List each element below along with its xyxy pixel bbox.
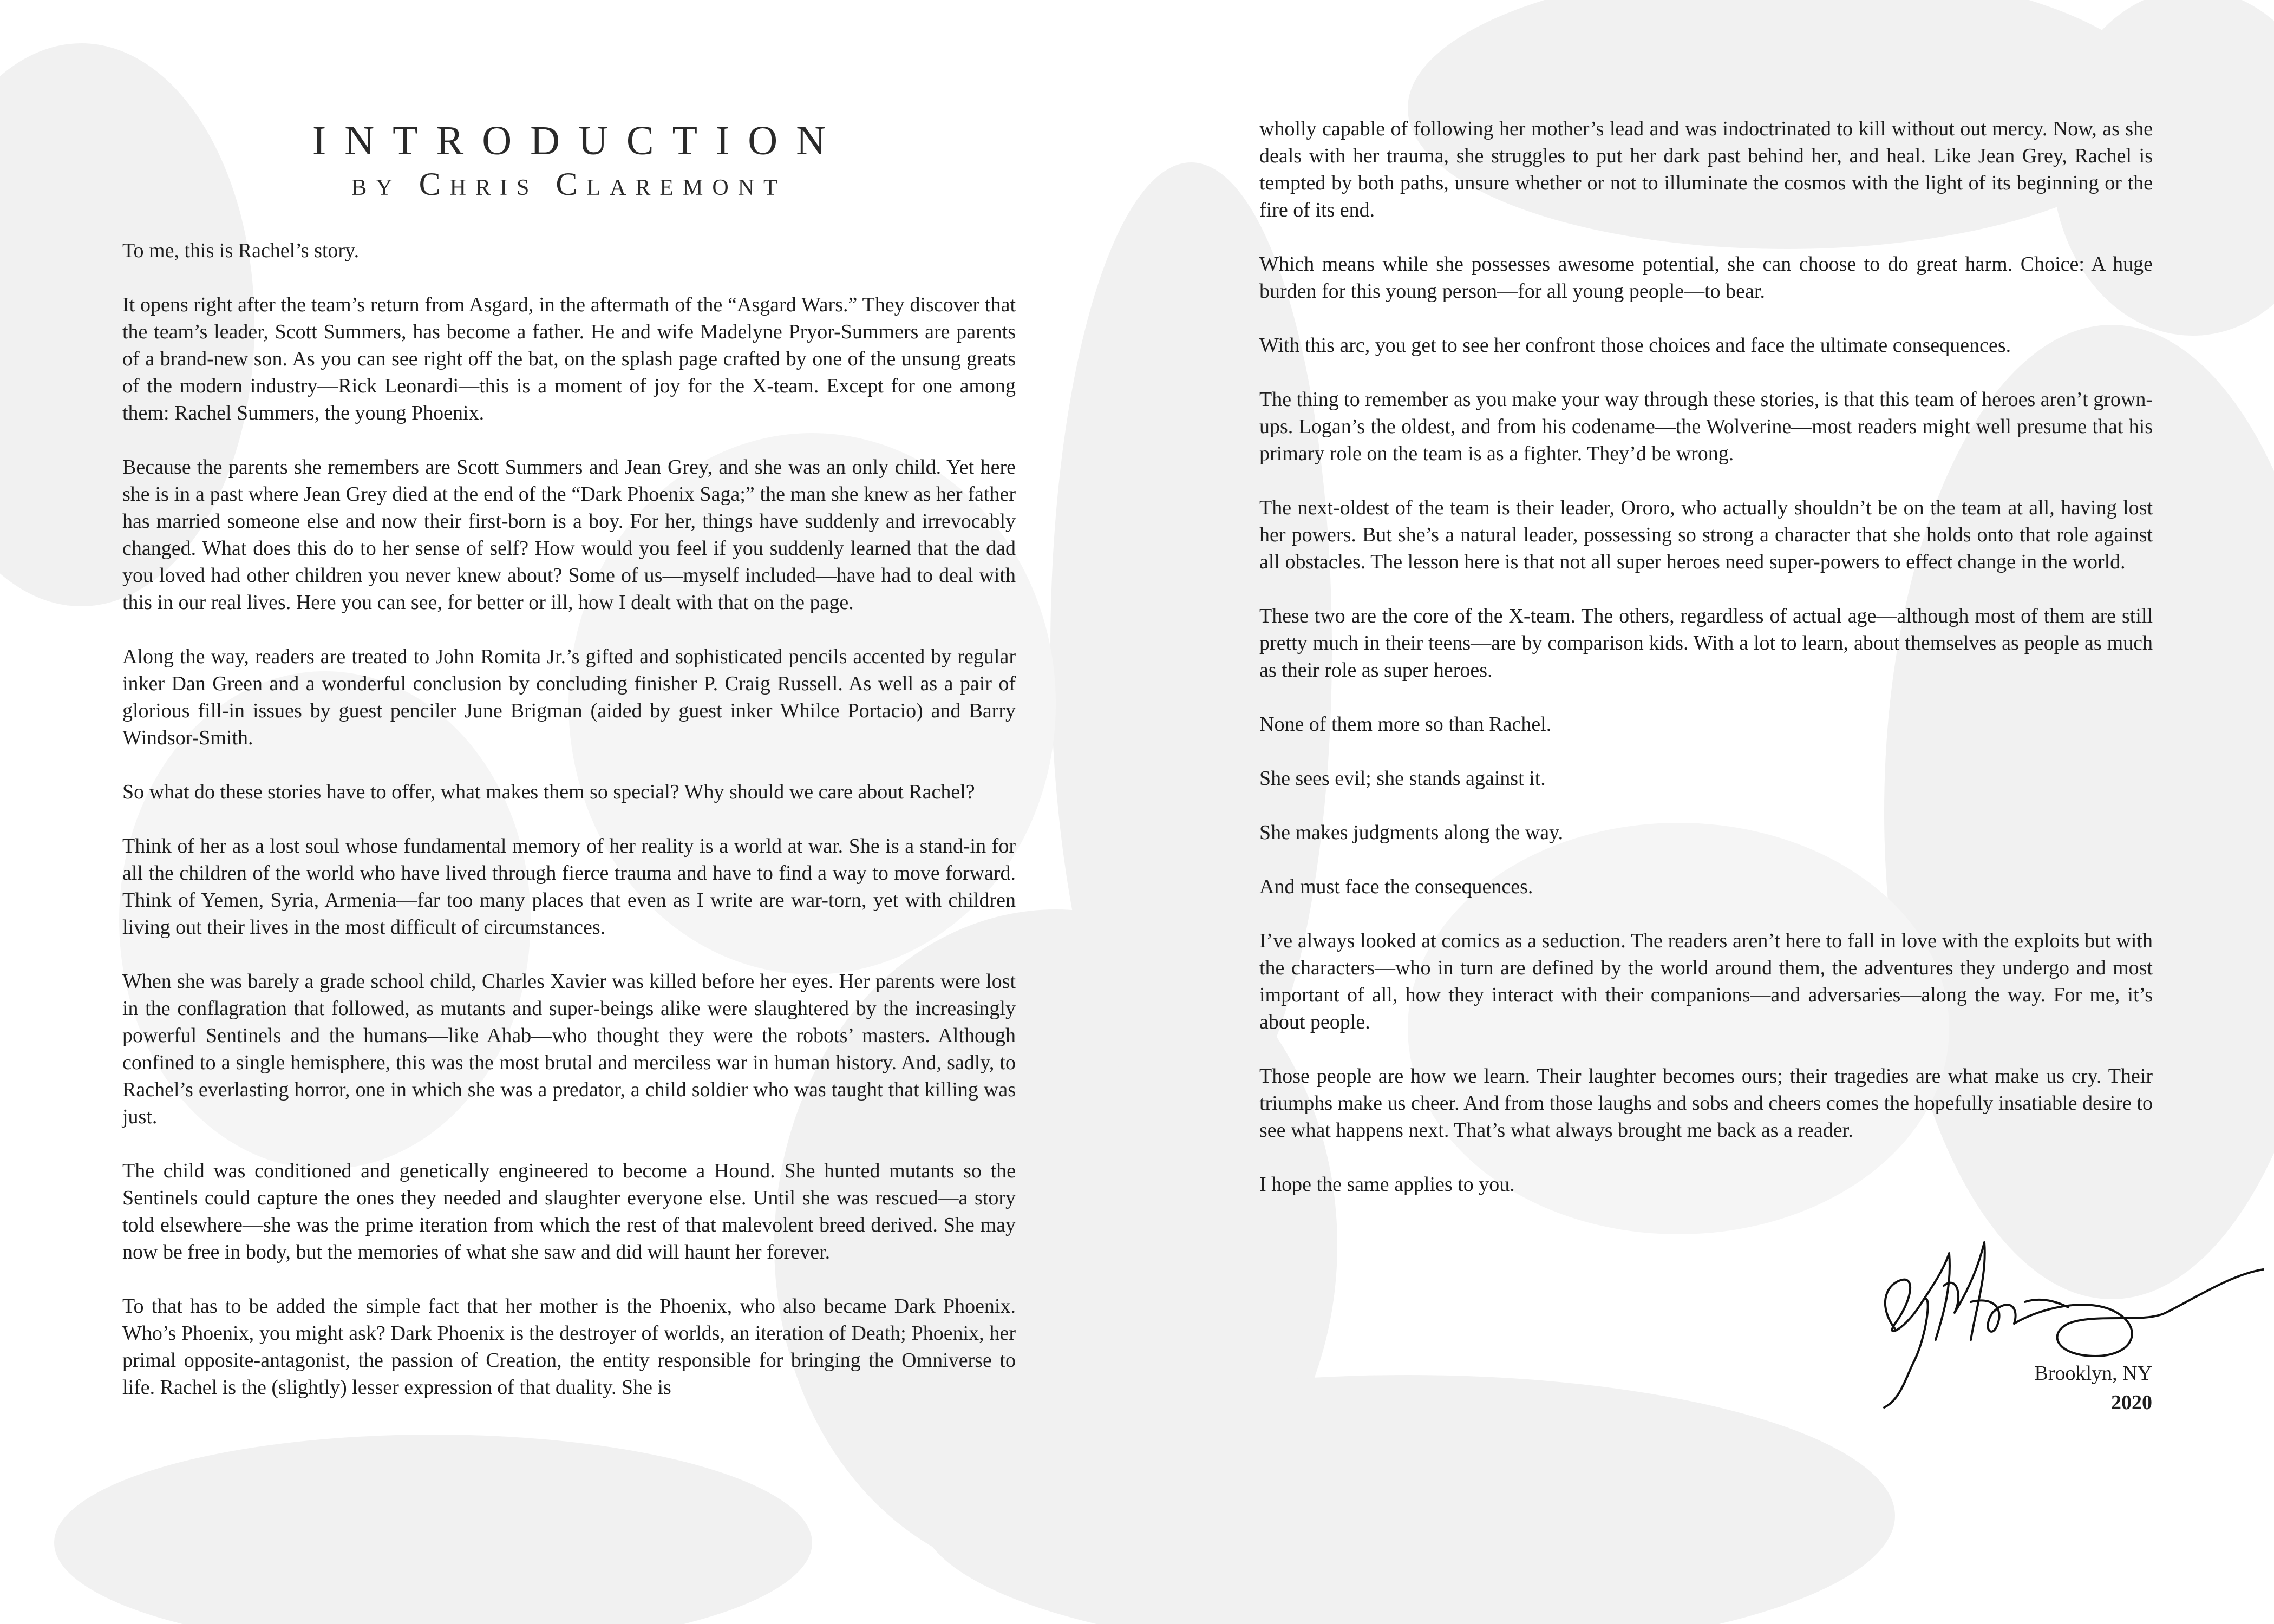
closing-block [2035,1359,2152,1417]
paragraph: So what do these stories have to offer, what makes them so special? Why should we care about Rachel? [122,781,975,803]
left-column-text [122,237,1016,1428]
paragraph: These two are the core of the X-team. The others, regardless of actual age—although most of them are still pretty much in their teens—are by comparison kids. With a lot to learn, about themselves as people as much as their role as super heroes. [1259,605,2153,682]
paragraph: To that has to be added the simple fact that her mother is the Phoenix, who also became Dark Phoenix. Who’s Phoenix, you might ask? Dark Phoenix is the destroyer of worlds, an iteration of Death; Phoenix, her primal opposite-antagonist, the passion of Creation, the entity responsible for bringing the Omniverse to life. Rachel is the (slightly) lesser expression of that duality. She is [122,1295,1016,1399]
paragraph: She sees evil; she stands against it. [1259,767,1546,790]
paragraph: I hope the same applies to you. [1259,1173,1515,1196]
paragraph: Along the way, readers are treated to John Romita Jr.’s gifted and sophisticated pencils accented by regular inker Dan Green and a wonderful conclusion by concluding finisher P. Craig Russell. As well as a pair of glorious fill-in issues by guest penciler June Brigman (aided by guest inker Whilce Portacio) and Barry Windsor-Smith. [122,645,1016,749]
right-column-text [1259,115,2153,1225]
paragraph: Those people are how we learn. Their laughter becomes ours; their tragedies are what make us cry. Their triumphs make us cheer. And from those laughs and sobs and cheers comes the hopefully insatiable desire to see what happens next. That’s what always brought me back as a reader. [1259,1065,2153,1142]
paragraph: None of them more so than Rachel. [1259,713,1552,736]
introduction-heading [122,118,1016,205]
paragraph: Think of her as a lost soul whose fundamental memory of her reality is a world at war. She is a stand-in for all the children of the world who have lived through fierce trauma and have to find a way to move forward. Think of Yemen, Syria, Armenia—far too many places that even as I write are war-torn, yet with children living out their lives in the most difficult of circumstances. [122,835,1016,939]
paragraph: The next-oldest of the team is their leader, Ororo, who actually shouldn’t be on the team at all, having lost her powers. But she’s a natural leader, possessing so strong a character that she holds onto that role against all obstacles. The lesson here is that not all super heroes need super-powers to effect change in the world. [1259,496,2153,573]
paragraph: And must face the consequences. [1259,875,1533,898]
paragraph: Because the parents she remembers are Scott Summers and Jean Grey, and she was an only child. Yet here she is in a past where Jean Grey died at the end of the “Dark Phoenix Saga;” the man she knew as her father has married someone else and now their first-born is a boy. For her, things have suddenly and irrevocably changed. What does this do to her sense of self? How would you feel if you suddenly learned that the dad you loved had other children you never knew about? Some of us—myself included—have had to deal with this in our real lives. Here you can see, for better or ill, how I dealt with that on the page. [122,456,1016,614]
paragraph: Which means while she possesses awesome potential, she can choose to do great harm. Choice: A huge burden for this young person—for all young people—to bear. [1259,253,2153,303]
page-title: INTRODUCTION [312,118,845,163]
year-text: 2020 [2111,1391,2152,1414]
author-byline: by Chris Claremont [351,166,787,202]
location-text: Brooklyn, NY [2034,1362,2152,1385]
paragraph: The child was conditioned and genetically engineered to become a Hound. She hunted mutants so the Sentinels could capture the ones they needed and slaughter everyone else. Until she was rescued—a story told elsewhere—she was the prime iteration from which the rest of that malevolent breed derived. She may now be free in body, but the memories of what she saw and did will haunt her forever. [122,1160,1016,1263]
paragraph: The thing to remember as you make your way through these stories, is that this team of heroes aren’t grown-ups. Logan’s the oldest, and from his codename—the Wolverine—most readers might well presume that his primary role on the team is as a fighter. They’d be wrong. [1259,388,2153,465]
paragraph: When she was barely a grade school child, Charles Xavier was killed before her eyes. Her parents were lost in the conflagration that followed, as mutants and super-beings alike were slaughtered by the increasingly powerful Sentinels and the humans—like Ahab—who thought they were the robots’ masters. Although confined to a single hemisphere, this was the most brutal and merciless war in human history. And, sadly, to Rachel’s everlasting horror, one in which she was a predator, a child soldier who was taught that killing was just. [122,970,1016,1128]
paragraph: With this arc, you get to see her confront those choices and face the ultimate consequences. [1259,334,2011,357]
paragraph: She makes judgments along the way. [1259,821,1564,844]
paragraph: To me, this is Rachel’s story. [122,239,360,262]
paragraph: I’ve always looked at comics as a seduction. The readers aren’t here to fall in love with the exploits but with the characters—who in turn are defined by the world around them, the adventures they undergo and most important of all, how they interact with their companions—and adversaries—along the way. For me, it’s about people. [1259,929,2153,1033]
paragraph: wholly capable of following her mother’s lead and was indoctrinated to kill without out mercy. Now, as she deals with her trauma, she struggles to put her dark past behind her, and heal. Like Jean Grey, Rachel is tempted by both paths, unsure whether or not to illuminate the cosmos with the light of its beginning or the fire of its end. [1259,117,2153,221]
paragraph: It opens right after the team’s return from Asgard, in the aftermath of the “Asgard Wars.” They discover that the team’s leader, Scott Summers, has become a father. He and wife Madelyne Pryor-Summers are parents of a brand-new son. As you can see right off the bat, on the splash page crafted by one of the unsung greats of the modern industry—Rick Leonardi—this is a moment of joy for the X-team. Except for one among them: Rachel Summers, the young Phoenix. [122,293,1016,424]
